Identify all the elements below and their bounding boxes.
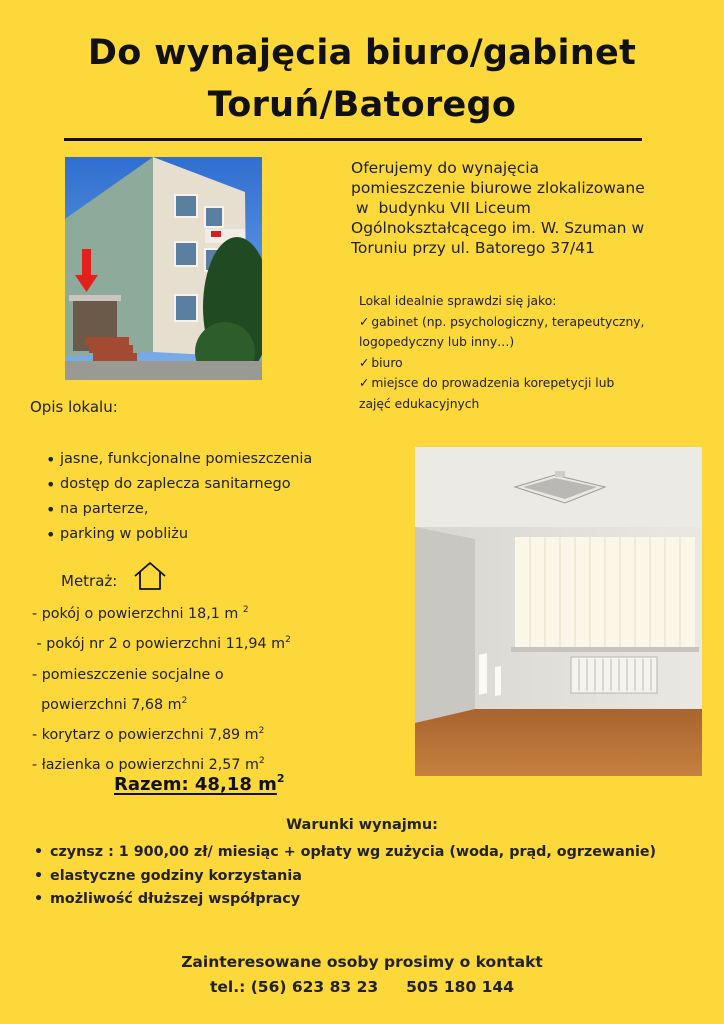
building-photo bbox=[65, 157, 262, 380]
ideal-use-box bbox=[359, 291, 704, 414]
page-title-line1: Do wynajęcia biuro/gabinet bbox=[87, 33, 637, 73]
contact-line: Zainteresowane osoby prosimy o kontakt bbox=[181, 953, 543, 971]
list-item: • dostęp do zaplecza sanitarnego bbox=[30, 472, 312, 497]
intro-text bbox=[351, 158, 671, 258]
total-area-text: Razem: 48,18 m bbox=[114, 774, 277, 795]
intro-line: Toruniu przy ul. Batorego 37/41 bbox=[351, 239, 596, 257]
list-item: • parking w pobliżu bbox=[30, 522, 312, 547]
description-title: Opis lokalu: bbox=[30, 398, 118, 416]
page-title-line2: Toruń/Batorego bbox=[207, 85, 517, 125]
area-item-text: powierzchni 7,68 m bbox=[32, 696, 182, 713]
intro-line: Oferujemy do wynajęcia bbox=[351, 159, 540, 177]
ideal-item bbox=[359, 373, 704, 394]
ideal-item-text: miejsce do prowadzenia korepetycji lub bbox=[371, 376, 615, 390]
area-item-text: - korytarz o powierzchni 7,89 m bbox=[32, 727, 259, 744]
area-item-text: - pokój o powierzchni 18,1 m bbox=[32, 606, 243, 622]
check-icon: ✓ bbox=[359, 355, 370, 370]
intro-line: pomieszczenie biurowe zlokalizowane bbox=[351, 179, 645, 197]
phone-secondary: 505 180 144 bbox=[406, 978, 514, 996]
area-unit-sup: 2 bbox=[285, 635, 291, 646]
area-item-text: - łazienka o powierzchni 2,57 m bbox=[32, 757, 259, 774]
area-list bbox=[32, 597, 291, 779]
list-item: • możliwość dłuższej współpracy bbox=[22, 888, 672, 912]
area-item bbox=[32, 718, 291, 748]
conditions-title: Warunki wynajmu: bbox=[286, 817, 438, 833]
ideal-item-text: gabinet (np. psychologiczny, terapeutyczny, bbox=[371, 314, 645, 329]
area-item-text: - pomieszczenie socjalne o bbox=[32, 666, 224, 683]
area-label: Metraż: bbox=[61, 572, 118, 590]
phone-primary: tel.: (56) 623 83 23 bbox=[210, 978, 379, 996]
ideal-item-text: logopedyczny lub inny…) bbox=[359, 335, 515, 349]
intro-line: w budynku VII Liceum bbox=[351, 199, 531, 217]
list-item: • czynsz : 1 900,00 zł/ miesiąc + opłaty wg zużycia (woda, prąd, ogrzewanie) bbox=[22, 841, 672, 865]
ideal-item-text: zajęć edukacyjnych bbox=[359, 396, 480, 411]
ideal-heading: Lokal idealnie sprawdzi się jako: bbox=[359, 294, 557, 308]
area-unit-sup: 2 bbox=[242, 605, 249, 615]
total-area-sup: 2 bbox=[276, 772, 285, 785]
list-item: • na parterze, bbox=[30, 497, 312, 522]
list-item: • jasne, funkcjonalne pomieszczenia bbox=[30, 447, 312, 472]
check-icon: ✓ bbox=[359, 376, 370, 390]
area-item bbox=[32, 688, 291, 718]
room-photo bbox=[415, 447, 702, 776]
ideal-item-text: biuro bbox=[371, 355, 403, 370]
ideal-item bbox=[359, 312, 704, 333]
area-item-text: - pokój nr 2 o powierzchni 11,94 m bbox=[32, 636, 286, 653]
intro-line: Ogólnokształcącego im. W. Szuman w bbox=[351, 219, 645, 237]
house-icon bbox=[133, 560, 167, 592]
ideal-item bbox=[359, 353, 704, 374]
area-unit-sup: 2 bbox=[258, 756, 265, 767]
list-item: • elastyczne godziny korzystania bbox=[22, 865, 672, 889]
area-unit-sup: 2 bbox=[258, 726, 265, 737]
area-item bbox=[32, 658, 291, 688]
area-unit-sup: 2 bbox=[181, 695, 188, 706]
check-icon: ✓ bbox=[359, 314, 370, 329]
total-area bbox=[114, 772, 285, 795]
feature-list bbox=[30, 447, 312, 547]
title-divider bbox=[64, 138, 642, 141]
contact-phones bbox=[0, 978, 724, 996]
conditions-list bbox=[22, 841, 672, 912]
area-item bbox=[32, 597, 291, 627]
area-item bbox=[32, 627, 291, 657]
